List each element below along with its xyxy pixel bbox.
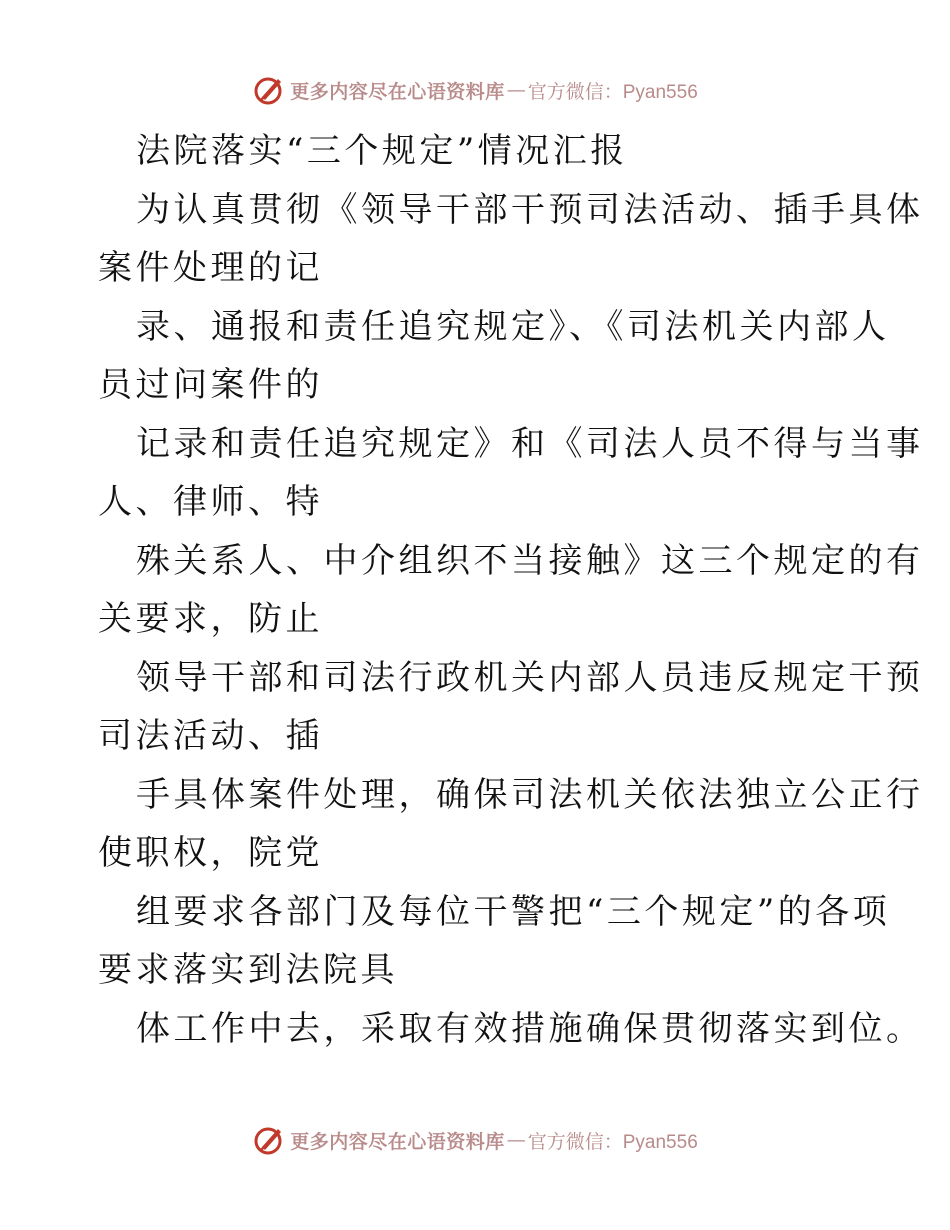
banner-separator: — — [506, 1129, 526, 1151]
paragraph-line: 人、律师、特 — [98, 482, 323, 522]
banner-contact: 官方微信：Pyan556 — [527, 81, 698, 103]
footer-banner — [0, 1120, 950, 1160]
paragraph-line: 录、通报和责任追究规定》、《司法机关内部人 — [136, 306, 890, 347]
quill-logo-icon — [252, 1123, 286, 1157]
banner-contact: 官方微信：Pyan556 — [527, 1131, 698, 1153]
paragraph-line: 案件处理的记 — [98, 248, 323, 288]
paragraph-line: 领导干部和司法行政机关内部人员违反规定干预 — [136, 657, 924, 698]
paragraph-line: 手具体案件处理，确保司法机关依法独立公正行 — [136, 774, 924, 815]
header-banner — [0, 70, 950, 110]
paragraph-line: 要求落实到法院具 — [98, 950, 398, 990]
paragraph-line: 使职权，院党 — [98, 833, 323, 873]
banner-text: 更多内容尽在心语资料库 — [290, 1130, 505, 1153]
paragraph-line: 司法活动、插 — [98, 716, 323, 756]
paragraph-line: 员过问案件的 — [98, 365, 323, 405]
banner-text: 更多内容尽在心语资料库 — [290, 80, 505, 103]
paragraph-line: 组要求各部门及每位干警把“三个规定”的各项 — [136, 891, 891, 932]
paragraph-line: 为认真贯彻《领导干部干预司法活动、插手具体 — [136, 189, 924, 230]
quill-logo-icon — [252, 73, 286, 107]
document-title: 法院落实“三个规定”情况汇报 — [136, 131, 628, 171]
paragraph-line: 关要求，防止 — [98, 599, 323, 639]
paragraph-line: 记录和责任追究规定》和《司法人员不得与当事 — [136, 423, 924, 464]
banner-separator: — — [506, 79, 526, 101]
paragraph-line: 殊关系人、中介组织不当接触》这三个规定的有 — [136, 540, 924, 581]
paragraph-line: 体工作中去，采取有效措施确保贯彻落实到位。 — [136, 1008, 924, 1049]
document-body — [98, 122, 924, 1058]
